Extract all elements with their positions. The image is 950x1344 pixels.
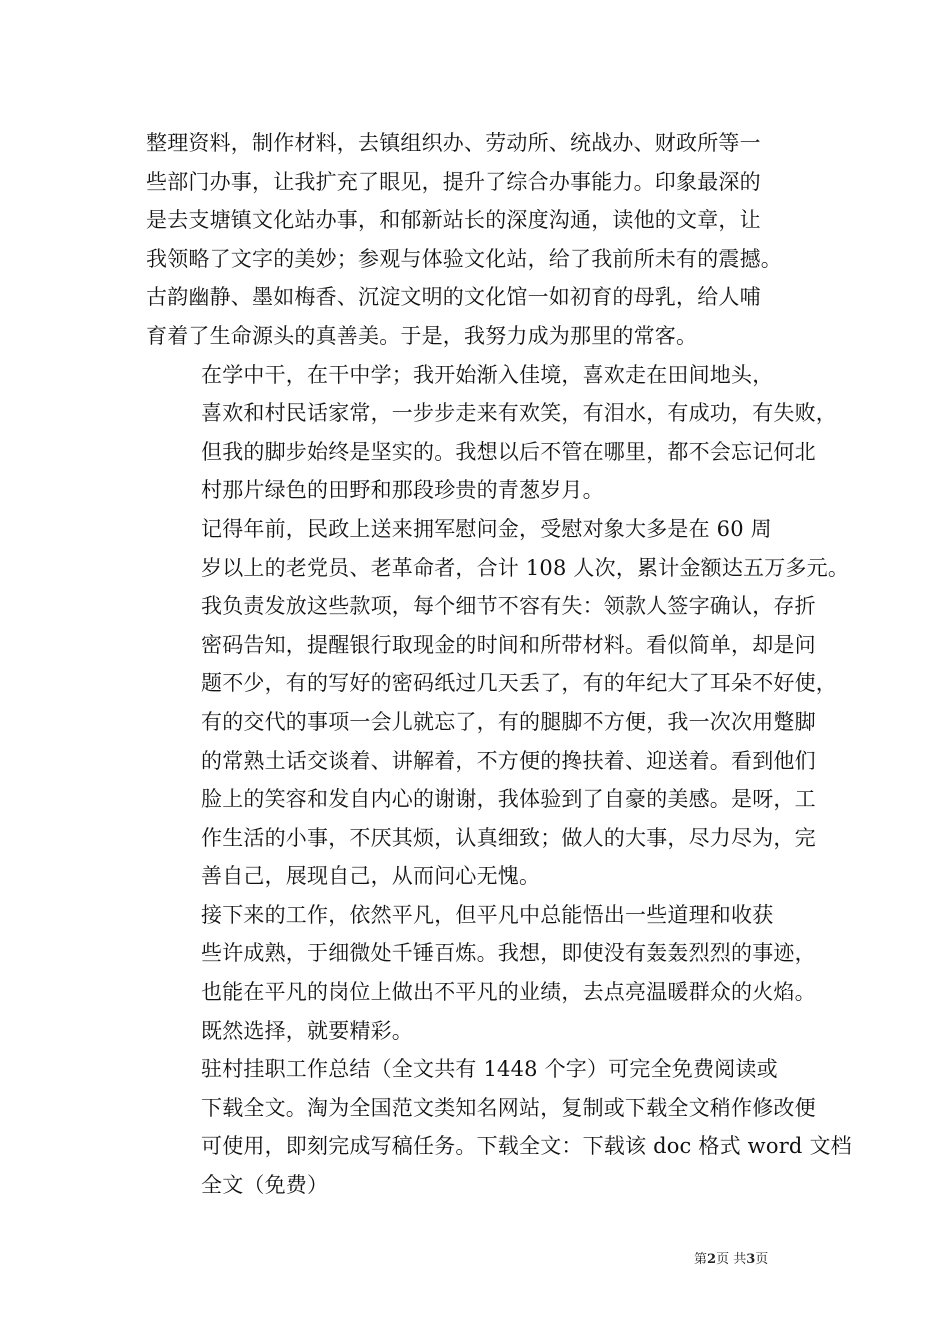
paragraph [146, 124, 810, 356]
text-line: 些部门办事，让我扩充了眼见，提升了综合办事能力。印象最深的 [146, 169, 761, 194]
text-line: 下载全文。淘为全国范文类知名网站，复制或下载全文稍作修改便 [201, 1095, 816, 1120]
text-line: 些许成熟，于细微处千锤百炼。我想，即使没有轰轰烈烈的事迹， [201, 941, 816, 966]
text-line: 既然选择，就要精彩。 [201, 1018, 413, 1043]
text-line: 可使用，即刻完成写稿任务。下载全文：下载该 doc 格式 word 文档 [201, 1134, 852, 1159]
text-line: 但我的脚步始终是坚实的。我想以后不管在哪里，都不会忘记何北 [201, 439, 816, 464]
paragraph [146, 1012, 810, 1051]
paragraph [146, 896, 816, 1012]
text-line: 的常熟土话交谈着、讲解着，不方便的搀扶着、迎送着。看到他们 [201, 748, 816, 773]
footer-prefix: 第 [694, 1252, 708, 1267]
text-line: 岁以上的老党员、老革命者，合计 108 人次，累计金额达五万多元。 [201, 555, 850, 580]
text-line: 驻村挂职工作总结（全文共有 1448 个字）可完全免费阅读或 [201, 1057, 778, 1082]
paragraph [146, 356, 837, 510]
text-line: 我负责发放这些款项，每个细节不容有失：领款人签字确认，存折 [201, 594, 816, 619]
footer-suffix: 页 [755, 1252, 769, 1267]
current-page-number: 2 [707, 1252, 717, 1267]
total-pages-number: 3 [746, 1252, 756, 1267]
text-line: 是去支塘镇文化站办事，和郁新站长的深度沟通，读他的文章，让 [146, 208, 761, 233]
page-footer [694, 1248, 768, 1267]
text-line: 密码告知，提醒银行取现金的时间和所带材料。看似简单，却是问 [201, 632, 816, 657]
text-line: 古韵幽静、墨如梅香、沉淀文明的文化馆一如初育的母乳，给人哺 [146, 285, 761, 310]
text-line: 善自己，展现自己，从而问心无愧。 [201, 864, 541, 889]
text-line: 作生活的小事，不厌其烦，认真细致；做人的大事，尽力尽为，完 [201, 825, 816, 850]
text-line: 有的交代的事项一会儿就忘了，有的腿脚不方便，我一次次用蹩脚 [201, 709, 816, 734]
text-line: 村那片绿色的田野和那段珍贵的青葱岁月。 [201, 478, 604, 503]
text-line: 记得年前，民政上送来拥军慰问金，受慰对象大多是在 60 周 [201, 516, 772, 541]
paragraph [146, 1050, 852, 1204]
text-line: 全文（免费） [201, 1173, 329, 1198]
document-body [146, 124, 852, 1205]
text-line: 育着了生命源头的真善美。于是，我努力成为那里的常客。 [146, 323, 698, 348]
text-line: 我领略了文字的美妙；参观与体验文化站，给了我前所未有的震撼。 [146, 246, 782, 271]
footer-middle: 页 共 [716, 1252, 747, 1267]
text-line: 在学中干，在干中学；我开始渐入佳境，喜欢走在田间地头， [201, 362, 774, 387]
text-line: 喜欢和村民话家常，一步步走来有欢笑，有泪水，有成功，有失败， [201, 401, 837, 426]
text-line: 题不少，有的写好的密码纸过几天丢了，有的年纪大了耳朵不好使， [201, 671, 837, 696]
text-line: 也能在平凡的岗位上做出不平凡的业绩，去点亮温暖群众的火焰。 [201, 980, 816, 1005]
paragraph [146, 510, 850, 896]
text-line: 接下来的工作，依然平凡，但平凡中总能悟出一些道理和收获 [201, 902, 774, 927]
text-line: 脸上的笑容和发自内心的谢谢，我体验到了自豪的美感。是呀，工 [201, 787, 816, 812]
text-line: 整理资料，制作材料，去镇组织办、劳动所、统战办、财政所等一 [146, 131, 761, 155]
